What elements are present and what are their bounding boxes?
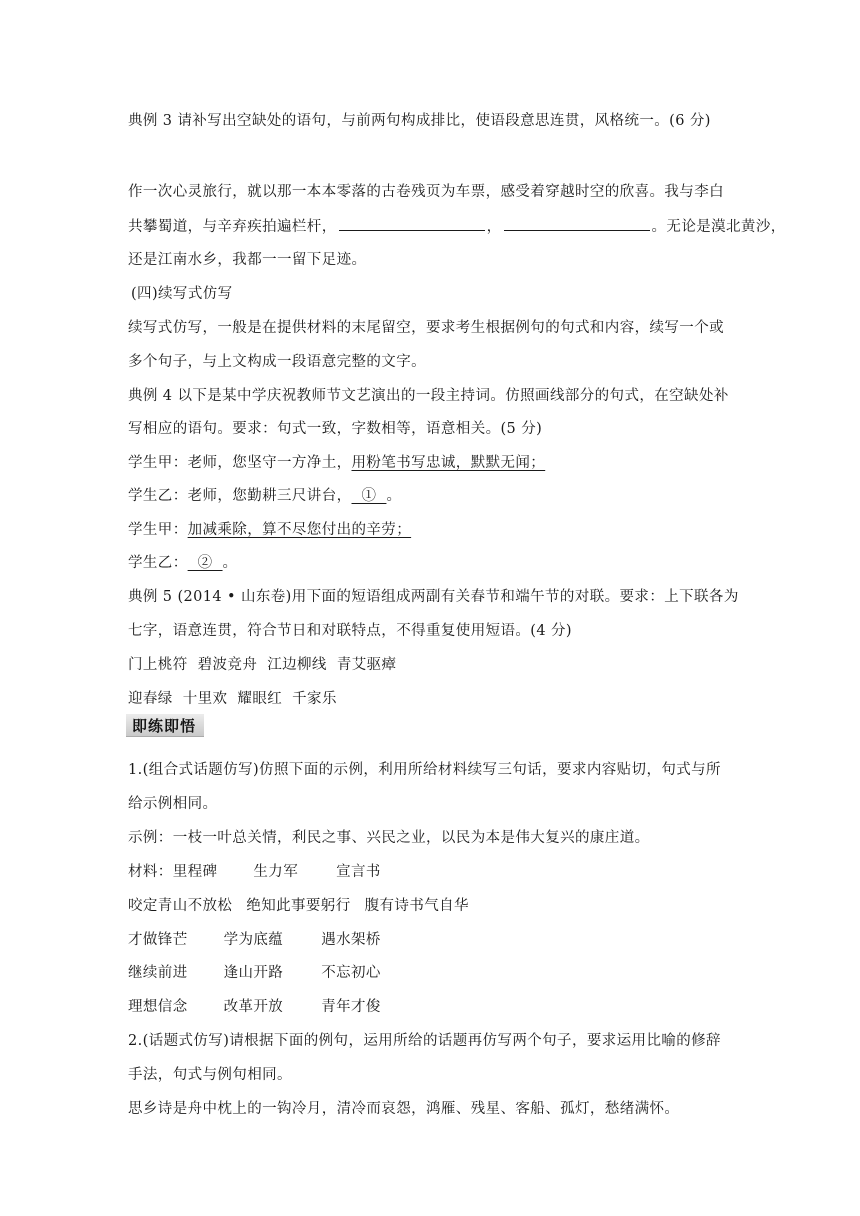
example5-phrases-2: 迎春绿 十里欢 耀眼红 千家乐 (128, 691, 337, 707)
practice-heading-text: 即练即悟 (132, 717, 197, 735)
example3-paragraph-line-1: 作一次心灵旅行，就以那一本本零落的古卷残页为车票，感受着穿越时空的欣喜。我与李白 (128, 184, 724, 200)
example3-paragraph-line-2 (128, 216, 786, 237)
material-item: 学为底蕴 (223, 932, 284, 948)
fill-blank-2[interactable] (504, 216, 650, 231)
material-item: 才做锋芒 (128, 932, 188, 948)
materials-row-2 (128, 896, 469, 916)
q1-line-1: 1.(组合式话题仿写)仿照下面的示例，利用所给材料续写三句话，要求内容贴切，句式与所 (128, 762, 721, 778)
section4-desc-line-2: 多个句子，与上文构成一段语意完整的文字。 (128, 354, 426, 370)
material-item: 生力军 (253, 864, 299, 880)
underlined-model-sentence: 加减乘除，算不尽您付出的辛劳； (187, 522, 412, 538)
q1-line-2: 给示例相同。 (128, 796, 218, 812)
dialogue-suffix: 。 (222, 555, 238, 571)
answer-blank-1[interactable]: ① (351, 488, 387, 504)
dialogue-suffix: 。 (386, 488, 402, 504)
q2-example: 思乡诗是舟中枕上的一钩冷月，清冷而哀怨，鸿雁、残星、客船、孤灯，愁绪满怀。 (128, 1101, 680, 1117)
example3-line2-end: 。无论是漠北黄沙， (651, 219, 786, 235)
section4-title: (四)续写式仿写 (131, 286, 233, 302)
material-item: 理想信念 (128, 999, 188, 1015)
material-item: 腹有诗书气自华 (364, 898, 469, 914)
dialogue-prefix: 学生甲：老师，您坚守一方净土， (128, 455, 352, 471)
material-item: 改革开放 (223, 999, 284, 1015)
dialogue-prefix: 学生乙：老师，您勤耕三尺讲台， (128, 488, 352, 504)
material-item: 绝知此事要躬行 (246, 898, 351, 914)
material-item: 青年才俊 (321, 999, 381, 1015)
q1-example: 示例：一枝一叶总关情，利民之事、兴民之业，以民为本是伟大复兴的康庄道。 (128, 830, 650, 846)
answer-blank-2[interactable]: ② (187, 555, 223, 571)
example5-line-2: 七字，语意连贯，符合节日和对联特点，不得重复使用短语。(4 分) (128, 623, 572, 639)
material-item: 材料：里程碑 (128, 864, 218, 880)
material-item: 继续前进 (128, 965, 188, 981)
example3-separator: ， (486, 219, 502, 235)
materials-row-4 (128, 963, 381, 983)
example3-prompt: 典例 3 请补写出空缺处的语句，与前两句构成排比，使语段意思连贯，风格统一。(6 分) (128, 113, 711, 129)
dialogue-prefix: 学生乙： (128, 555, 188, 571)
example4-line-1: 典例 4 以下是某中学庆祝教师节文艺演出的一段主持词。仿照画线部分的句式，在空缺处补 (128, 388, 729, 404)
dialogue-prefix: 学生甲： (128, 522, 188, 538)
q2-line-1: 2.(话题式仿写)请根据下面的例句，运用所给的话题再仿写两个句子，要求运用比喻的修辞 (128, 1033, 721, 1049)
underlined-model-sentence: 用粉笔书写忠诚，默默无闻； (351, 455, 546, 471)
dialogue-student-b-1 (128, 486, 401, 506)
fill-blank-1[interactable] (339, 216, 485, 231)
material-item: 不忘初心 (321, 965, 381, 981)
materials-row-1 (128, 862, 381, 882)
materials-row-3 (128, 930, 381, 950)
dialogue-student-a-1 (128, 453, 545, 473)
dialogue-student-a-2 (128, 520, 411, 540)
example5-line-1: 典例 5 (2014 • 山东卷)用下面的短语组成两副有关春节和端午节的对联。要求：上下联各为 (128, 589, 739, 605)
section4-desc-line-1: 续写式仿写，一般是在提供材料的末尾留空，要求考生根据例句的句式和内容，续写一个或 (128, 320, 724, 336)
example4-line-2: 写相应的语句。要求：句式一致，字数相等，语意相关。(5 分) (128, 421, 543, 437)
dialogue-student-b-2 (128, 553, 237, 573)
q2-line-2: 手法，句式与例句相同。 (128, 1067, 292, 1083)
example3-paragraph-line-3: 还是江南水乡，我都一一留下足迹。 (128, 252, 367, 268)
example3-line2-start: 共攀蜀道，与辛弃疾拍遍栏杆， (128, 219, 337, 235)
material-item: 宣言书 (336, 864, 381, 880)
example5-phrases-1: 门上桃符 碧波竞舟 江边柳线 青艾驱瘴 (128, 657, 397, 673)
practice-heading (126, 714, 204, 737)
materials-row-5 (128, 997, 381, 1017)
material-item: 遇水架桥 (321, 932, 381, 948)
material-item: 逢山开路 (223, 965, 284, 981)
material-item: 咬定青山不放松 (128, 898, 233, 914)
